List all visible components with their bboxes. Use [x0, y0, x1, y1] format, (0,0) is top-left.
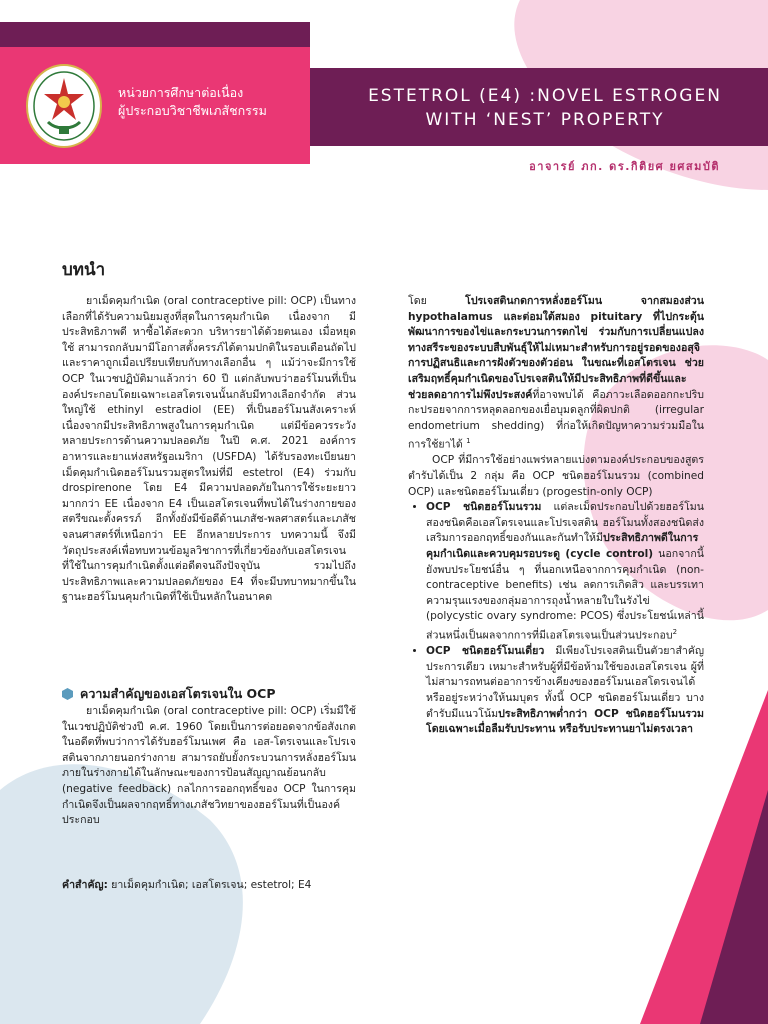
hexagon-icon	[62, 688, 73, 700]
pharmacy-council-emblem-icon	[26, 64, 102, 148]
list-item	[426, 644, 704, 738]
intro-column	[62, 294, 356, 606]
intro-paragraph	[62, 294, 356, 606]
progestin-ocp-text-a: มีเพียงโปรเจสตินเป็นตัวยาสำคัญประการเดียว เหมาะสำหรับผู้ที่มีข้อห้ามใช้ของเอสโตรเจน ผู้ที่ไม่สามารถทนต่ออาการข้างเคียงของฮอร์โมนเอสโตรเจนได้ หรืออยู่ระหว่างให้นมบุตร ทั้งนี้ OCP ชนิดฮอร์โมนเดี่ยว บางตำรับมีแนวโน้ม	[426, 645, 704, 720]
reference-1: 1	[466, 437, 471, 446]
keywords-value: ยาเม็ดคุมกำเนิด; เอสโตรเจน; estetrol; E4	[107, 879, 312, 891]
intro-text: ยาเม็ดคุมกำเนิด (oral contraceptive pill: OCP) เป็นทางเลือกที่ได้รับความนิยมสูงที่สุดในการคุมกำเนิด เนื่องจาก มีประสิทธิภาพดี หาซื้อได้สะดวก บริหารยาได้ด้วยตนเอง เมื่อหยุดใช้ สามารถกลับมามีโอกาสตั้งครรภ์ได้ตามปกติในรอบเดือนถัดไป และราคาถูกเมื่อเปรียบเทียบกับทางเลือกอื่น ๆ แม้ว่าจะมีการใช้ OCP ในเวชปฏิบัติมาแล้วกว่า 60 ปี แต่กลับพบว่าฮอร์โมนที่เป็นองค์ประกอบโดยเฉพาะเอสโตรเจนนั้นกลับมีทางเลือกจำกัด ส่วนใหญ่ใช้ ethinyl estradiol (EE) ที่เป็นฮอร์โมนสังเคราะห์ เนื่องจากมีประสิทธิภาพสูงในการคุมกำเนิด แต่มีข้อควรระวังหลายประการด้านความปลอดภัย ในปี ค.ศ. 2021 องค์การอาหารและยาแห่งสหรัฐอเมริกา (USFDA) ได้รับรองทะเบียนยาเม็ดคุมกำเนิดฮอร์โมนรวมสูตรใหม่ที่มี estetrol (E4) ร่วมกับ drospirenone โดย E4 มีความปลอดภัยในการใช้ระยะยาวมากกว่า EE เนื่องจาก E4 เป็นเอสโตรเจนที่พบได้ในร่างกายของสตรีขณะตั้งครรภ์ อีกทั้งยังมีข้อดีด้านเภสัช-พลศาสตร์และเภสัชจลนศาสตร์ที่เหนือกว่า EE อีกหลายประการ บทความนี้ จึงมีวัตถุประสงค์เพื่อทบทวนข้อมูลวิชาการที่เกี่ยวข้องกับเอสโตรเจน ที่ใช้ในการคุมกำเนิดตั้งแต่อดีตจนถึงปัจจุบัน รวมไปถึงประสิทธิภาพและความปลอดภัยของ E4 ที่จะมีบทบาทมากขึ้นในฐานะฮอร์โมนคุมกำเนิดที่ใช้เป็นหลักในอนาคต	[62, 295, 356, 604]
unit-name	[118, 84, 267, 120]
combined-ocp-text-c: นอกจากนี้ยังพบประโยชน์อื่น ๆ ที่นอกเหนือจากการคุมกำเนิด (non-contraceptive benefits) เช่น ลดการเกิดสิว และบรรเทาความรุนแรงของกลุ่มอาการถุงน้ำหลายใบในรังไข่ (polycystic ovary syndrome: PCOS) ซึ่งประโยชน์เหล่านี้ส่วนหนึ่งเป็นผลจากการที่มีเอสโตรเจนเป็นส่วนประกอบ	[426, 548, 704, 642]
article-title-line1: ESTETROL (E4) :NOVEL ESTROGEN	[368, 86, 722, 106]
importance-heading-text: ความสำคัญของเอสโตรเจนใน OCP	[80, 686, 276, 701]
importance-column	[62, 704, 356, 829]
combined-ocp-text-b: ประสิทธิภาพดีในการคุมกำเนิดและควบคุมรอบระดู (cycle control)	[426, 532, 699, 561]
mechanism-text-b: โปรเจสตินกดการหลั่งฮอร์โมน จากสมองส่วน hypothalamus และต่อมใต้สมอง pituitary ที่ไปกระตุ้นพัฒนาการของไข่และกระบวนการตกไข่ ร่วมกับการเปลี่ยนแปลงทางสรีระของระบบสืบพันธุ์ให้ไม่เหมาะสำหรับการอยู่รอดของอสุจิ การปฏิสนธิและการฝังตัวของตัวอ่อน ในขณะที่เอสโตรเจน ช่วยเสริมฤทธิ์คุมกำเนิดของโปรเจสตินให้มีประสิทธิภาพที่ดีขึ้นและช่วยลดอาการไม่พึงประสงค์	[408, 295, 704, 401]
article-title-line2: WITH ‘NEST’ PROPERTY	[425, 110, 665, 130]
list-item	[426, 500, 704, 644]
combined-ocp-head: OCP ชนิดฮอร์โมนรวม	[426, 501, 542, 514]
ocp-types-paragraph	[408, 453, 704, 500]
mechanism-text-a: โดย	[408, 295, 466, 307]
progestin-ocp-text-b: ประสิทธิภาพต่ำกว่า OCP ชนิดฮอร์โมนรวม โดยเฉพาะเมื่อลืมรับประทาน หรือรับประทานยาไม่ตรงเวลา	[426, 707, 704, 736]
keywords	[62, 876, 311, 893]
ocp-types-text: OCP ที่มีการใช้อย่างแพร่หลายแบ่งตามองค์ประกอบของสูตรตำรับได้เป็น 2 กลุ่ม คือ OCP ชนิดฮอร์โมนรวม (combined OCP) และชนิดฮอร์โมนเดี่ยว (progestin-only OCP)	[408, 454, 704, 498]
right-column	[408, 294, 704, 738]
author-name: อาจารย์ ภก. ดร.กิติยศ ยศสมบัติ	[529, 160, 720, 173]
mechanism-paragraph	[408, 294, 704, 453]
unit-name-line1: หน่วยการศึกษาต่อเนื่อง	[118, 85, 244, 100]
intro-heading: บทนำ	[62, 260, 106, 280]
importance-heading	[62, 684, 276, 704]
combined-ocp-text-a: แต่ละเม็ดประกอบไปด้วยฮอร์โมนสองชนิดคือเอสโตรเจนและโปรเจสติน ฮอร์โมนทั้งสองชนิดส่งเสริมการออกฤทธิ์ของกันและกันทำให้มี	[426, 501, 704, 545]
progestin-ocp-head: OCP ชนิดฮอร์โมนเดี่ยว	[426, 645, 545, 658]
keywords-label: คำสำคัญ:	[62, 879, 108, 891]
article-title	[330, 84, 760, 132]
importance-paragraph	[62, 704, 356, 829]
reference-2: 2	[672, 628, 678, 636]
top-dark-bar	[0, 22, 310, 50]
ocp-types-list	[408, 500, 704, 737]
mechanism-text-c: ที่อาจพบได้ คือภาวะเลือดออกกะปริบกะปรอยจากการหลุดลอกของเยื่อบุมดลูกที่ผิดปกติ (irregular endometrium shedding) ที่ก่อให้เกิดปัญหาความร่วมมือในการใช้ยาได้	[408, 388, 704, 451]
unit-name-line2: ผู้ประกอบวิชาชีพเภสัชกรรม	[118, 103, 267, 118]
importance-text: ยาเม็ดคุมกำเนิด (oral contraceptive pill: OCP) เริ่มมีใช้ในเวชปฏิบัติช่วงปี ค.ศ. 1960 โดยเป็นการต่อยอดจากข้อสังเกตในอดีตที่พบว่าการได้รับฮอร์โมนเพศ คือ เอส-โตรเจนและโปรเจสตินจากภายนอกร่างกาย สามารถยับยั้งกระบวนการหลั่งฮอร์โมนภายในร่างกายได้ในลักษณะของการป้อนสัญญาณย้อนกลับ (negative feedback) กลไกการออกฤทธิ์ของ OCP ในการคุมกำเนิดจึงเป็นผลจากฤทธิ์ทางเภสัชวิทยาของฮอร์โมนที่เป็นองค์ประกอบ	[62, 705, 356, 827]
